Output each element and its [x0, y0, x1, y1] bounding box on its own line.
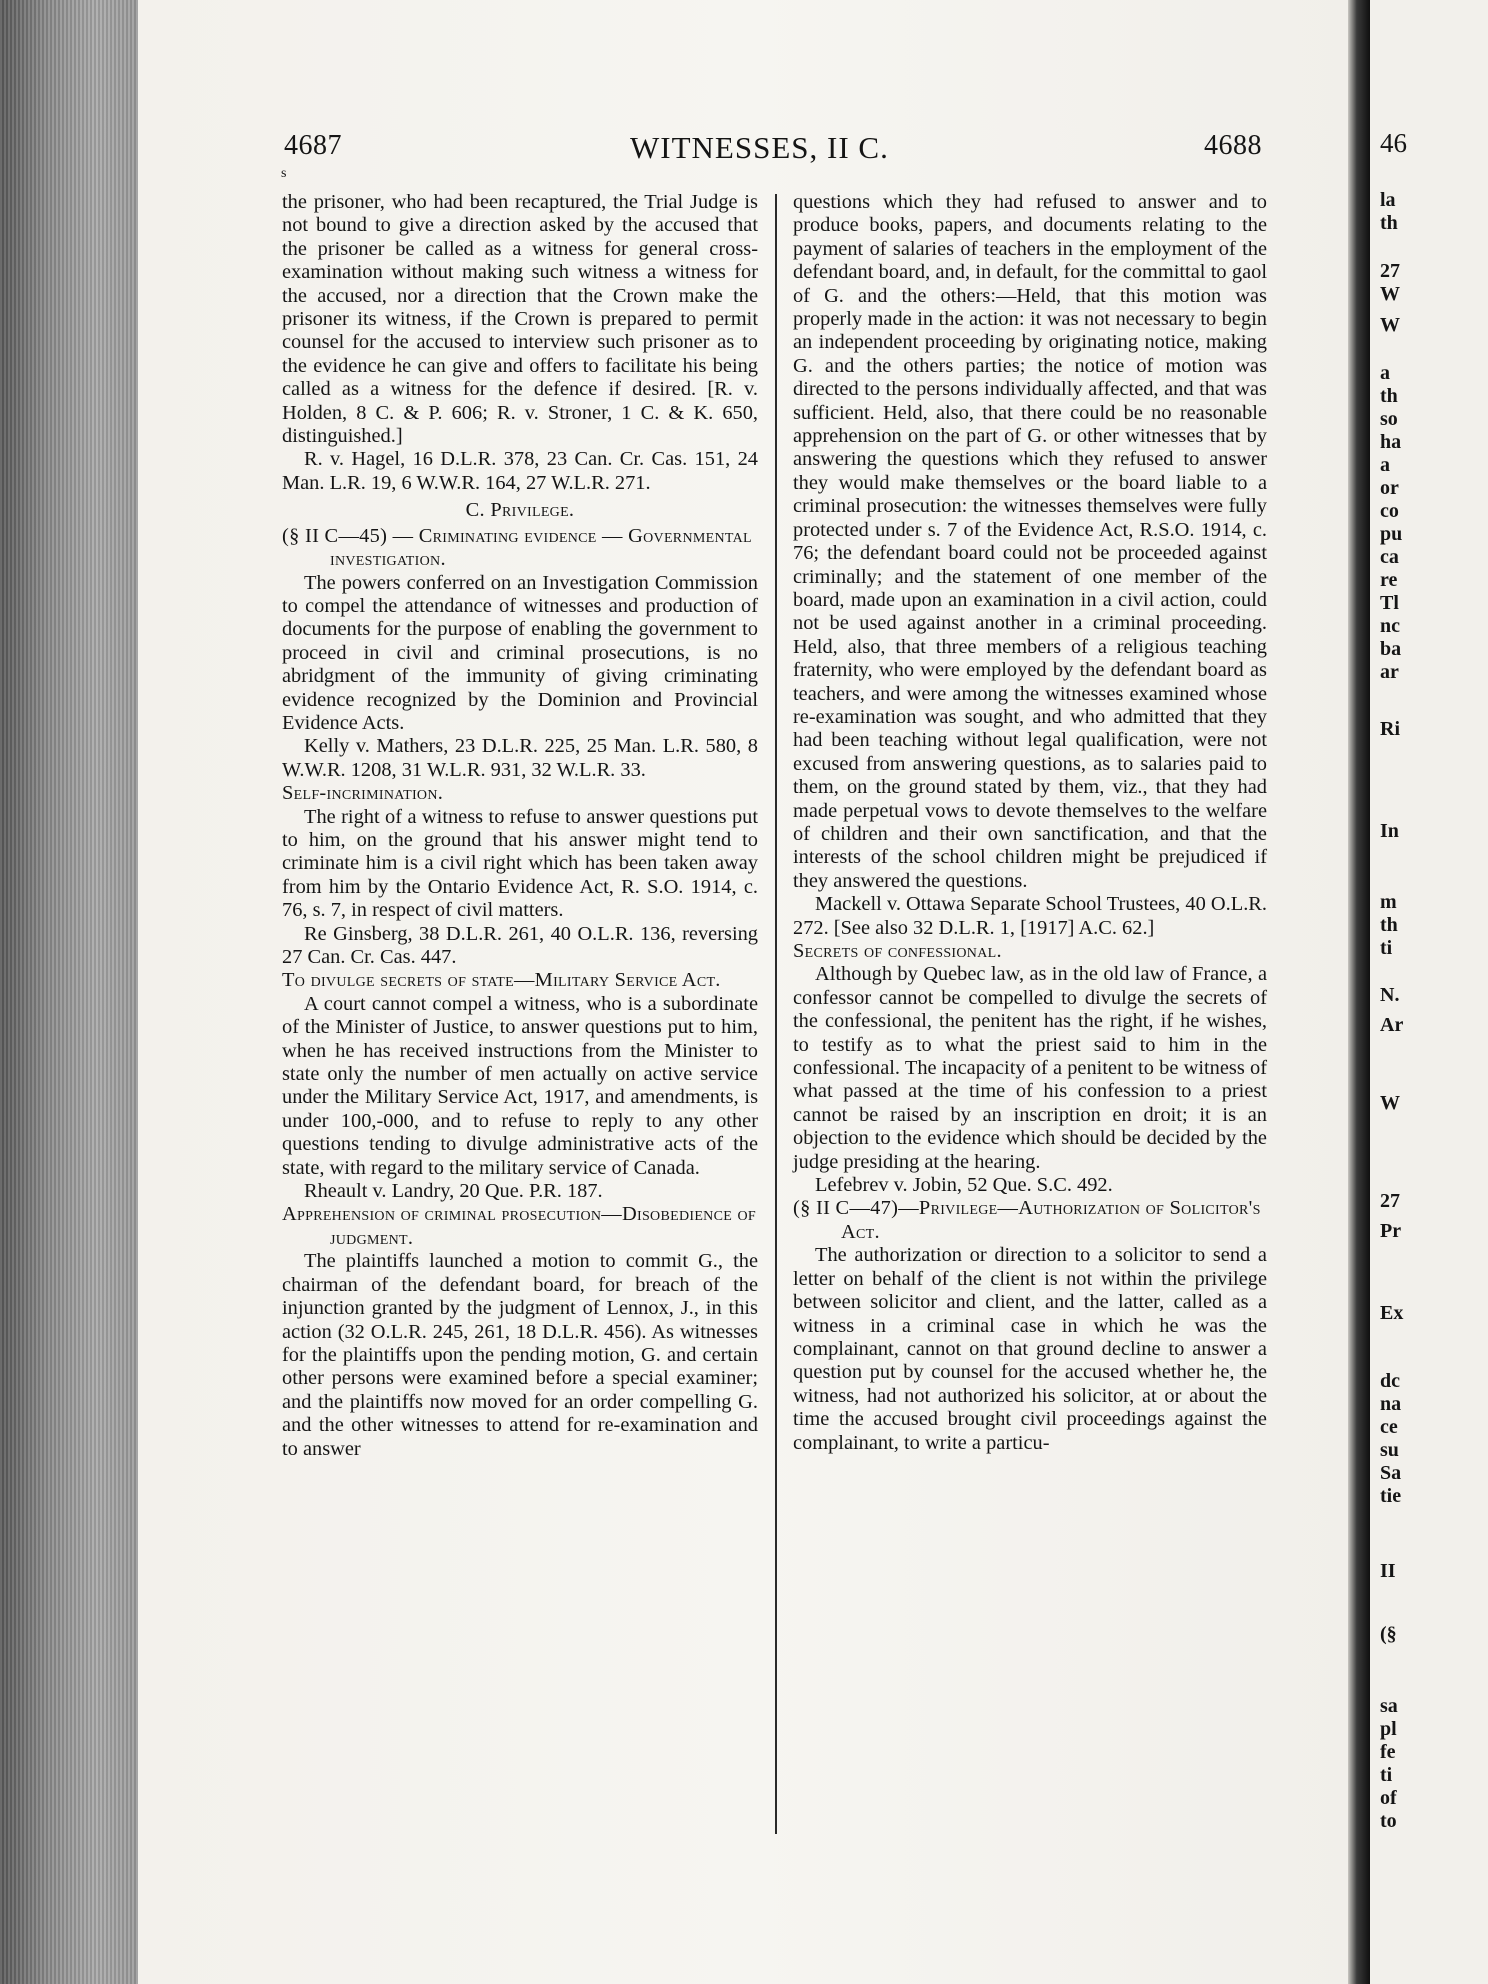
column-divider: [775, 194, 777, 1834]
next-page-fragment: [1370, 0, 1488, 1984]
next-page-text-fragment: th: [1380, 385, 1398, 407]
paragraph: The powers conferred on an Investigation Commission to compel the attendance of witnesses and production of documents for the purpose of enabling the government to proceed in civil and criminal prosecutions, is no abridgment of the immunity of giving criminating evidence recognized by the Dominion and Provincial Evidence Acts.: [282, 571, 758, 734]
next-page-text-fragment: ba: [1380, 638, 1402, 660]
next-page-text-fragment: ca: [1380, 546, 1399, 568]
next-page-text-fragment: th: [1380, 914, 1398, 936]
next-page-text-fragment: to: [1380, 1810, 1397, 1832]
next-page-text-fragment: th: [1380, 212, 1398, 234]
next-page-text-fragment: Sa: [1380, 1462, 1402, 1484]
case-citation: Lefebrev v. Jobin, 52 Que. S.C. 492.: [815, 1174, 1113, 1197]
next-page-text-fragment: W: [1380, 283, 1400, 305]
next-page-text-fragment: ce: [1380, 1416, 1398, 1438]
next-page-text-fragment: Ri: [1380, 718, 1400, 740]
topic-heading: Apprehension of criminal prosecution—Disobedience of judgment.: [282, 1203, 756, 1249]
case-citation: R. v. Hagel, 16 D.L.R. 378, 23 Can. Cr. Cas. 151, 24 Man. L.R. 19, 6 W.W.R. 164, 27 W.L.R. 271.: [282, 448, 758, 494]
paragraph: A court cannot compel a witness, who is a subordinate of the Minister of Justice, to answer questions put to him, when he has received instructions from the Minister to state only the number of men actually on active service under the Military Service Act, 1917, and amendments, is under 100,-000, and to refuse to reply to any other questions tending to divulge administrative acts of the state, with regard to the military service of Canada.: [282, 992, 758, 1179]
subsection-heading: (§ II C—47)—Privilege—Authorization of Solicitor's Act.: [793, 1197, 1261, 1243]
next-page-text-fragment: ti: [1380, 937, 1393, 959]
next-page-text-fragment: m: [1380, 891, 1397, 913]
next-page-text-fragment: na: [1380, 1393, 1402, 1415]
book-page-edges: [0, 0, 138, 1984]
book-gutter-shadow: [1348, 0, 1370, 1984]
next-page-text-fragment: Ar: [1380, 1014, 1404, 1036]
next-page-text-fragment: W: [1380, 314, 1400, 336]
next-page-text-fragment: Tl: [1380, 592, 1399, 614]
next-page-text-fragment: tie: [1380, 1485, 1402, 1507]
next-page-text-fragment: ar: [1380, 661, 1399, 683]
topic-heading: Secrets of confessional.: [793, 940, 1002, 962]
next-page-text-fragment: or: [1380, 477, 1399, 499]
next-page-text-fragment: re: [1380, 569, 1398, 591]
next-page-text-fragment: II: [1380, 1560, 1396, 1582]
next-page-text-fragment: la: [1380, 189, 1396, 211]
next-page-text-fragment: Ex: [1380, 1302, 1404, 1324]
next-page-text-fragment: (§: [1380, 1623, 1397, 1645]
topic-heading: To divulge secrets of state—Military Service Act.: [282, 969, 721, 992]
next-page-text-fragment: so: [1380, 408, 1398, 430]
right-column: [793, 191, 1267, 1455]
next-page-text-fragment: 27: [1380, 260, 1400, 282]
case-citation: Rheault v. Landry, 20 Que. P.R. 187.: [304, 1180, 603, 1203]
page-number-left: 4687: [284, 130, 342, 161]
next-page-text-fragment: Pr: [1380, 1220, 1402, 1242]
case-citation: Re Ginsberg, 38 D.L.R. 261, 40 O.L.R. 136, reversing 27 Can. Cr. Cas. 447.: [282, 922, 758, 968]
next-page-text-fragment: ti: [1380, 1764, 1393, 1786]
case-citation: Mackell v. Ottawa Separate School Trustees, 40 O.L.R. 272. [See also 32 D.L.R. 1, [1917] A.C. 62.]: [793, 893, 1267, 939]
paragraph: The right of a witness to refuse to answer questions put to him, on the ground that his answer might tend to criminate him is a civil right which has been taken away from him by the Ontario Evidence Act, R. S.O. 1914, c. 76, s. 7, in respect of civil matters.: [282, 805, 758, 922]
paragraph: Although by Quebec law, as in the old law of France, a confessor cannot be compelled to divulge the secrets of the confessional, the penitent has the right, if he wishes, to testify as to what the priest said to him in the confessional. The incapacity of a penitent to be witness of what passed at the time of his confession to a priest cannot be raised by an inscription en droit; it is an objection to the evidence which should be decided by the judge presiding at the hearing.: [793, 963, 1267, 1173]
header-mark: s: [281, 166, 287, 181]
next-page-text-fragment: In: [1380, 820, 1399, 842]
next-page-text-fragment: W: [1380, 1092, 1400, 1114]
case-citation: Kelly v. Mathers, 23 D.L.R. 225, 25 Man. L.R. 580, 8 W.W.R. 1208, 31 W.L.R. 931, 32 W.L.R. 33.: [282, 735, 758, 781]
next-page-text-fragment: pu: [1380, 523, 1403, 545]
next-page-text-fragment: N.: [1380, 984, 1400, 1006]
next-page-text-fragment: a: [1380, 362, 1390, 384]
next-page-text-fragment: of: [1380, 1787, 1397, 1809]
paragraph: the prisoner, who had been recaptured, the Trial Judge is not bound to give a direction asked by the accused that the prisoner be called as a witness for general cross-examination without making such witness a witness for the accused, nor a direction that the Crown make the prisoner its witness, if the Crown is prepared to permit counsel for the accused to interview such prisoner as to the evidence he can give and offers to facilitate his being called as a witness for the defence if desired. [R. v. Holden, 8 C. & P. 606; R. v. Stroner, 1 C. & K. 650, distinguished.]: [282, 191, 758, 448]
next-page-text-fragment: pl: [1380, 1718, 1397, 1740]
next-page-text-fragment: fe: [1380, 1741, 1396, 1763]
next-page-text-fragment: dc: [1380, 1370, 1400, 1392]
page-number-right: 4688: [1204, 130, 1262, 161]
section-heading: C. Privilege.: [465, 499, 575, 522]
next-page-text-fragment: ha: [1380, 431, 1402, 453]
next-page-text-fragment: su: [1380, 1439, 1399, 1461]
next-page-text-fragment: sa: [1380, 1695, 1398, 1717]
next-page-text-fragment: co: [1380, 500, 1399, 522]
topic-heading: Self-incrimination.: [282, 782, 444, 805]
next-page-text-fragment: nc: [1380, 615, 1400, 637]
subsection-heading: (§ II C—45) — Criminating evidence — Governmental investigation.: [282, 524, 752, 571]
paragraph: The plaintiffs launched a motion to commit G., the chairman of the defendant board, for breach of the injunction granted by the judgment of Lennox, J., in this action (32 O.L.R. 245, 261, 18 D.L.R. 456). As witnesses for the plaintiffs upon the pending motion, G. and certain other persons were examined before a special examiner; and the plaintiffs now moved for an order compelling G. and the other witnesses to attend for re-examination and to answer: [282, 1250, 758, 1460]
next-page-number: 46: [1380, 128, 1407, 158]
next-page-text-fragment: a: [1380, 454, 1390, 476]
paragraph: questions which they had refused to answer and to produce books, papers, and documents relating to the payment of salaries of teachers in the employment of the defendant board, and, in default, for the committal to gaol of G. and the others:—Held, that this motion was properly made in the action: it was not necessary to begin an independent proceeding by originating notice, making G. and the others parties; the notice of motion was directed to the persons individually affected, and that was sufficient. Held, also, that there could be no reasonable apprehension on the part of G. or other witnesses that by answering the questions which they refused to answer they would make themselves or the board liable to a criminal prosecution: the witnesses themselves were fully protected under s. 7 of the Evidence Act, R.S.O. 1914, c. 76; the defendant board could not be proceeded against criminally; and the statement of one member of the board, made upon an examination in a civil action, could not be used against another in a criminal proceeding. Held, also, that three members of a religious teaching fraternity, who were employed by the defendant board as teachers, and were among the witnesses examined whose re-examination was sought, and who admitted that they had been teaching without legal qualification, were not excused from answering questions, as to salaries paid to them, on the ground stated by them, viz., that they had made perpetual vows to devote themselves to the welfare of children and their own sanctification, and that the interests of the school children might be prejudiced if they answered the questions.: [793, 191, 1267, 892]
left-column: [282, 191, 758, 1461]
paragraph: The authorization or direction to a solicitor to send a letter on behalf of the client is not within the privilege between solicitor and client, and the latter, called as a witness in a criminal case in which he was the complainant, cannot on that ground decline to answer a question put by counsel for the accused whether he, the witness, had not authorized his solicitor, at or about the time the accused brought civil proceedings against the complainant, to write a particu-: [793, 1244, 1267, 1454]
next-page-text-fragment: 27: [1380, 1190, 1400, 1212]
running-title: WITNESSES, II C.: [630, 130, 889, 165]
